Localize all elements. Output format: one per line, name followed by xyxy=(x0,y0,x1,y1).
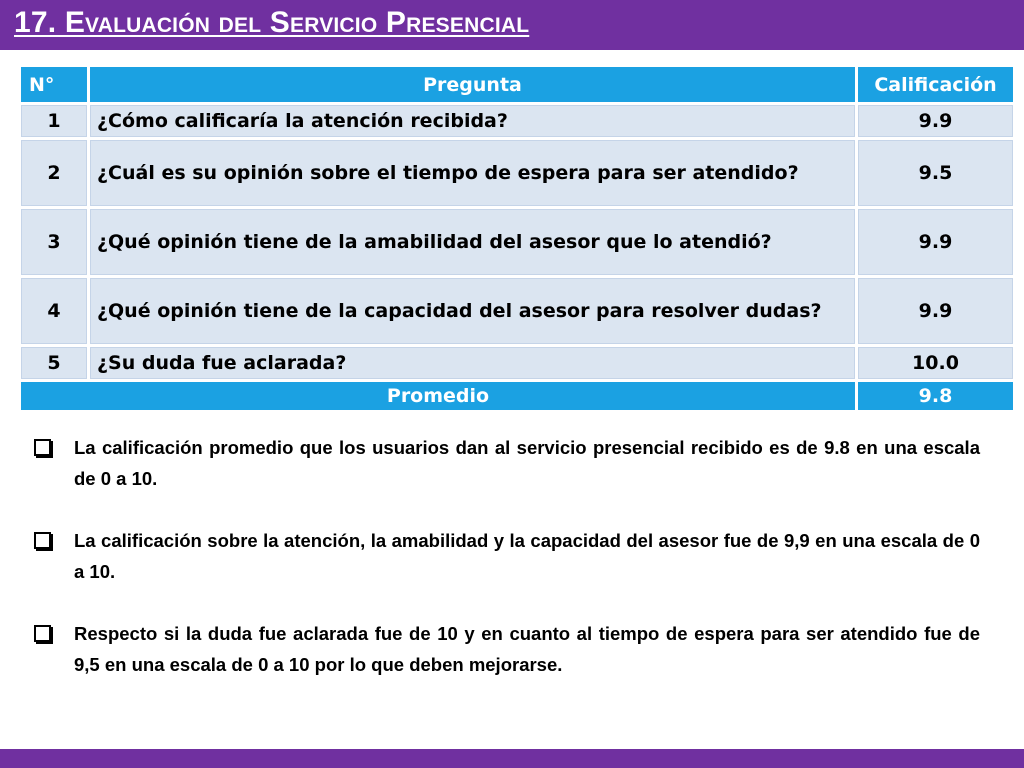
evaluation-table xyxy=(18,64,1016,413)
table-row xyxy=(21,105,1013,137)
header-score: Calificación xyxy=(858,67,1013,102)
row-number: 5 xyxy=(21,347,87,379)
title-bar xyxy=(0,0,1024,50)
table-header-row xyxy=(21,67,1013,102)
summary-bullets xyxy=(34,432,980,711)
row-score: 9.9 xyxy=(858,278,1013,344)
row-score: 10.0 xyxy=(858,347,1013,379)
row-question: ¿Qué opinión tiene de la capacidad del asesor para resolver dudas? xyxy=(90,278,855,344)
row-question: ¿Cuál es su opinión sobre el tiempo de espera para ser atendido? xyxy=(90,140,855,206)
average-label: Promedio xyxy=(21,382,855,410)
bullet-item xyxy=(34,432,980,494)
header-question: Pregunta xyxy=(90,67,855,102)
page-title: 17. Evaluación del Servicio Presencial xyxy=(14,6,530,39)
row-number: 1 xyxy=(21,105,87,137)
row-question: ¿Qué opinión tiene de la amabilidad del asesor que lo atendió? xyxy=(90,209,855,275)
row-score: 9.9 xyxy=(858,105,1013,137)
bullet-text: La calificación sobre la atención, la amabilidad y la capacidad del asesor fue de 9,9 en una escala de 0 a 10. xyxy=(74,530,980,582)
table-row xyxy=(21,209,1013,275)
average-value: 9.8 xyxy=(858,382,1013,410)
table-row xyxy=(21,347,1013,379)
average-row xyxy=(21,382,1013,410)
bullet-text: Respecto si la duda fue aclarada fue de 10 y en cuanto al tiempo de espera para ser atendido fue de 9,5 en una escala de 0 a 10 por lo que deben mejorarse. xyxy=(74,623,980,675)
table-row xyxy=(21,140,1013,206)
bullet-item xyxy=(34,618,980,680)
table-row xyxy=(21,278,1013,344)
bullet-item xyxy=(34,525,980,587)
row-number: 4 xyxy=(21,278,87,344)
checkbox-bullet-icon xyxy=(34,625,51,642)
row-question: ¿Su duda fue aclarada? xyxy=(90,347,855,379)
row-score: 9.9 xyxy=(858,209,1013,275)
checkbox-bullet-icon xyxy=(34,532,51,549)
bottom-bar xyxy=(0,749,1024,768)
row-number: 2 xyxy=(21,140,87,206)
row-question: ¿Cómo calificaría la atención recibida? xyxy=(90,105,855,137)
row-score: 9.5 xyxy=(858,140,1013,206)
header-number: N° xyxy=(21,67,87,102)
bullet-text: La calificación promedio que los usuarios dan al servicio presencial recibido es de 9.8 en una escala de 0 a 10. xyxy=(74,437,980,489)
checkbox-bullet-icon xyxy=(34,439,51,456)
row-number: 3 xyxy=(21,209,87,275)
